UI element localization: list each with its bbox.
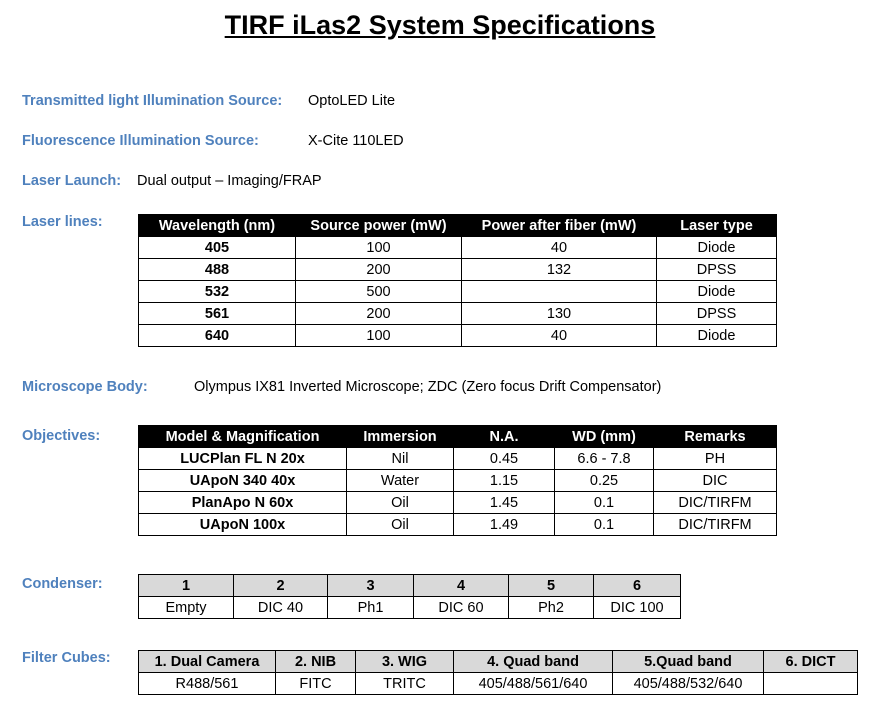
table-cell: 1.45 — [454, 492, 555, 514]
fluorescence-label: Fluorescence Illumination Source: — [22, 133, 259, 149]
laser-launch-label: Laser Launch: — [22, 173, 122, 189]
column-header: 6. DICT — [764, 651, 858, 673]
table-cell: Oil — [347, 492, 454, 514]
microscope-value: Olympus IX81 Inverted Microscope; ZDC (Zero focus Drift Compensator) — [194, 379, 662, 395]
column-header: 4 — [414, 575, 509, 597]
table-cell: PlanApo N 60x — [139, 492, 347, 514]
column-header: N.A. — [454, 426, 555, 448]
column-header: 1. Dual Camera — [139, 651, 276, 673]
table-cell: 6.6 - 7.8 — [555, 448, 654, 470]
table-cell: PH — [654, 448, 777, 470]
column-header: Remarks — [654, 426, 777, 448]
table-cell: 100 — [296, 325, 462, 347]
filter-cubes-table — [138, 650, 858, 695]
table-cell: 532 — [139, 281, 296, 303]
column-header: Source power (mW) — [296, 215, 462, 237]
microscope-label: Microscope Body: — [22, 379, 148, 395]
objectives-label: Objectives: — [22, 428, 101, 444]
table-cell: 1.49 — [454, 514, 555, 536]
table-cell: 405/488/532/640 — [613, 673, 764, 695]
table-cell: 0.25 — [555, 470, 654, 492]
table-cell: DIC 60 — [414, 597, 509, 619]
table-cell: DIC — [654, 470, 777, 492]
table-row — [139, 237, 777, 259]
table-cell: 488 — [139, 259, 296, 281]
table-cell: 500 — [296, 281, 462, 303]
table-cell — [764, 673, 858, 695]
table-cell: Water — [347, 470, 454, 492]
table-row — [139, 514, 777, 536]
table-row — [139, 470, 777, 492]
table-cell: Ph1 — [328, 597, 414, 619]
table-cell: Diode — [657, 325, 777, 347]
column-header: 2 — [234, 575, 328, 597]
transmitted-value: OptoLED Lite — [308, 93, 396, 109]
table-row — [139, 492, 777, 514]
column-header: 5 — [509, 575, 594, 597]
table-cell: DPSS — [657, 303, 777, 325]
table-cell: DPSS — [657, 259, 777, 281]
table-cell: 200 — [296, 303, 462, 325]
column-header: 6 — [594, 575, 681, 597]
table-cell: 0.1 — [555, 514, 654, 536]
column-header: 1 — [139, 575, 234, 597]
column-header: Immersion — [347, 426, 454, 448]
table-cell: Nil — [347, 448, 454, 470]
table-cell: Empty — [139, 597, 234, 619]
laser-lines-label: Laser lines: — [22, 214, 103, 230]
table-row — [139, 281, 777, 303]
column-header: 5.Quad band — [613, 651, 764, 673]
table-cell: 1.15 — [454, 470, 555, 492]
column-header: 3. WIG — [356, 651, 454, 673]
table-cell: Oil — [347, 514, 454, 536]
table-cell: 405 — [139, 237, 296, 259]
condenser-table — [138, 574, 681, 619]
table-cell: 405/488/561/640 — [454, 673, 613, 695]
table-cell: Diode — [657, 281, 777, 303]
table-cell: UApoN 340 40x — [139, 470, 347, 492]
page-title: TIRF iLas2 System Specifications — [224, 10, 656, 40]
table-row — [139, 303, 777, 325]
table-cell: 132 — [462, 259, 657, 281]
column-header: 2. NIB — [276, 651, 356, 673]
table-cell: DIC/TIRFM — [654, 514, 777, 536]
table-cell: 200 — [296, 259, 462, 281]
table-cell: 40 — [462, 325, 657, 347]
fluorescence-value: X-Cite 110LED — [308, 133, 404, 149]
table-cell: 561 — [139, 303, 296, 325]
table-cell: LUCPlan FL N 20x — [139, 448, 347, 470]
objectives-table — [138, 425, 777, 536]
column-header: Power after fiber (mW) — [462, 215, 657, 237]
table-cell: 40 — [462, 237, 657, 259]
table-cell — [462, 281, 657, 303]
table-cell: DIC 40 — [234, 597, 328, 619]
column-header: 4. Quad band — [454, 651, 613, 673]
table-cell: UApoN 100x — [139, 514, 347, 536]
condenser-label: Condenser: — [22, 576, 103, 592]
table-cell: Ph2 — [509, 597, 594, 619]
table-cell: R488/561 — [139, 673, 276, 695]
table-cell: Diode — [657, 237, 777, 259]
table-cell: TRITC — [356, 673, 454, 695]
transmitted-label: Transmitted light Illumination Source: — [22, 93, 283, 109]
table-cell: FITC — [276, 673, 356, 695]
table-cell: DIC/TIRFM — [654, 492, 777, 514]
table-cell: 0.45 — [454, 448, 555, 470]
laser-lines-table — [138, 214, 777, 347]
column-header: 3 — [328, 575, 414, 597]
table-cell: 100 — [296, 237, 462, 259]
table-cell: DIC 100 — [594, 597, 681, 619]
column-header: Wavelength (nm) — [139, 215, 296, 237]
column-header: Model & Magnification — [139, 426, 347, 448]
filter-cubes-label: Filter Cubes: — [22, 650, 111, 666]
column-header: WD (mm) — [555, 426, 654, 448]
table-row — [139, 448, 777, 470]
table-cell: 0.1 — [555, 492, 654, 514]
table-cell: 640 — [139, 325, 296, 347]
table-row — [139, 259, 777, 281]
table-cell: 130 — [462, 303, 657, 325]
table-row — [139, 325, 777, 347]
column-header: Laser type — [657, 215, 777, 237]
laser-launch-value: Dual output – Imaging/FRAP — [137, 173, 322, 189]
